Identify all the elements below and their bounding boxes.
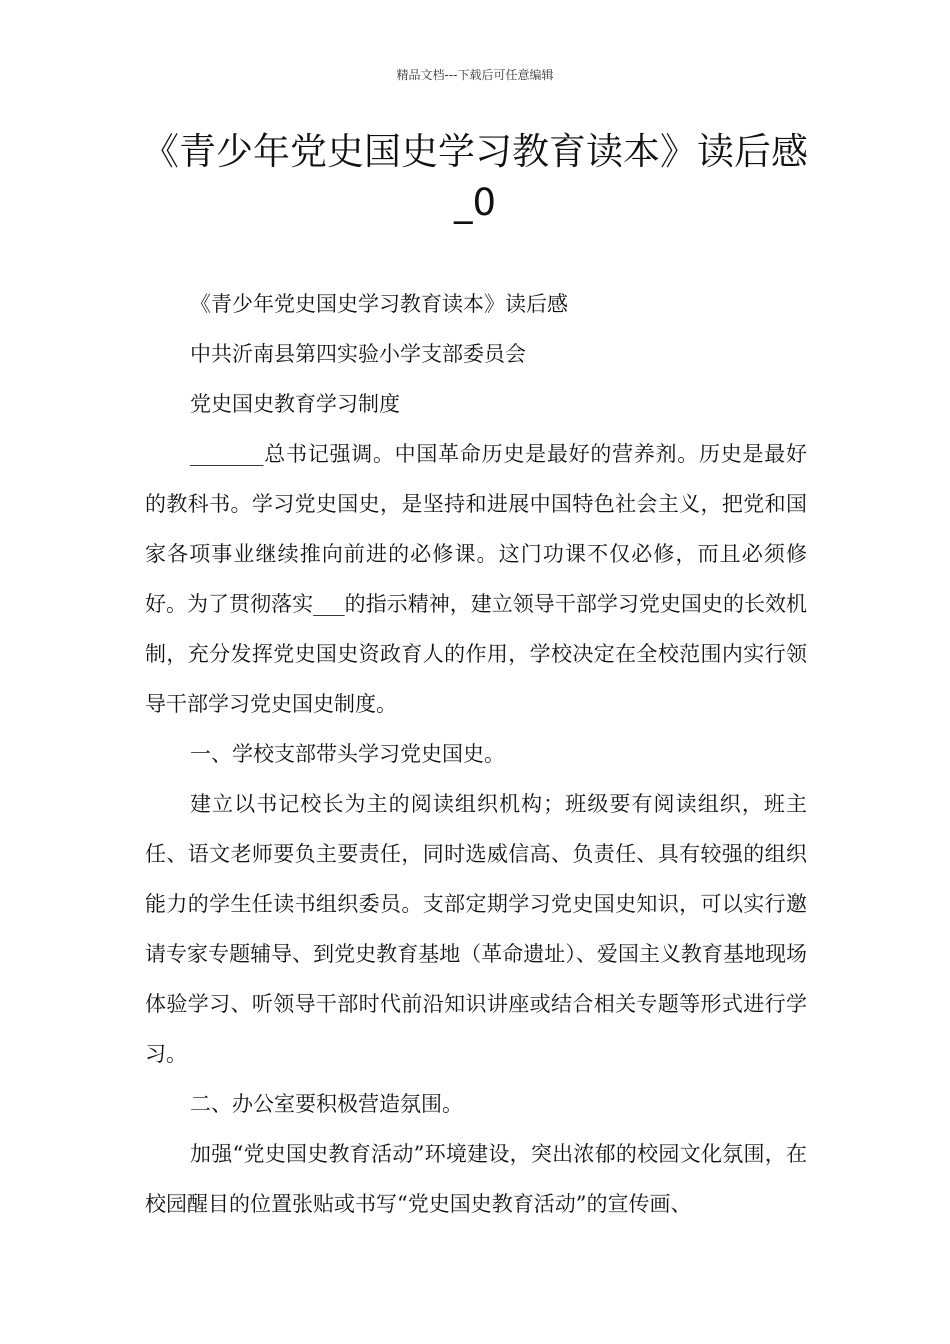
- paragraph-section-one-heading: 一、学校支部带头学习党史国史。: [190, 742, 505, 766]
- paragraph-intro: _______总书记强调。中国革命历史是最好的营养剂。历史是最好的教科书。学习党史国史，是坚持和进展中国特色社会主义，把党和国家各项事业继续推向前进的必修课。这门功课不仅必修，而且必须修好。为了贯彻落实___的指示精神，建立领导干部学习党史国史的长效机制，充分发挥党史国史资政育人的作用，学校决定在全校范围内实行领导干部学习党史国史制度。: [145, 442, 807, 716]
- paragraph-heading: 党史国史教育学习制度: [190, 392, 400, 416]
- paragraph-section-two-heading: 二、办公室要积极营造氛围。: [190, 1092, 463, 1116]
- document-body: [145, 279, 807, 1229]
- document-title: 《青少年党史国史学习教育读本》读后感_0: [142, 130, 808, 224]
- paragraph-section-two-body: 加强“党史国史教育活动”环境建设，突出浓郁的校园文化氛围，在校园醒目的位置张贴或书写“党史国史教育活动”的宣传画、: [145, 1142, 807, 1216]
- page-header-note: 精品文档---下载后可任意编辑: [396, 68, 554, 82]
- paragraph-subtitle: 《青少年党史国史学习教育读本》读后感: [190, 292, 568, 316]
- paragraph-organization: 中共沂南县第四实验小学支部委员会: [190, 342, 526, 366]
- paragraph-section-one-body: 建立以书记校长为主的阅读组织机构；班级要有阅读组织，班主任、语文老师要负主要责任，同时选威信高、负责任、具有较强的组织能力的学生任读书组织委员。支部定期学习党史国史知识，可以实行邀请专家专题辅导、到党史教育基地（革命遗址）、爱国主义教育基地现场体验学习、听领导干部时代前沿知识讲座或结合相关专题等形式进行学习。: [145, 792, 807, 1066]
